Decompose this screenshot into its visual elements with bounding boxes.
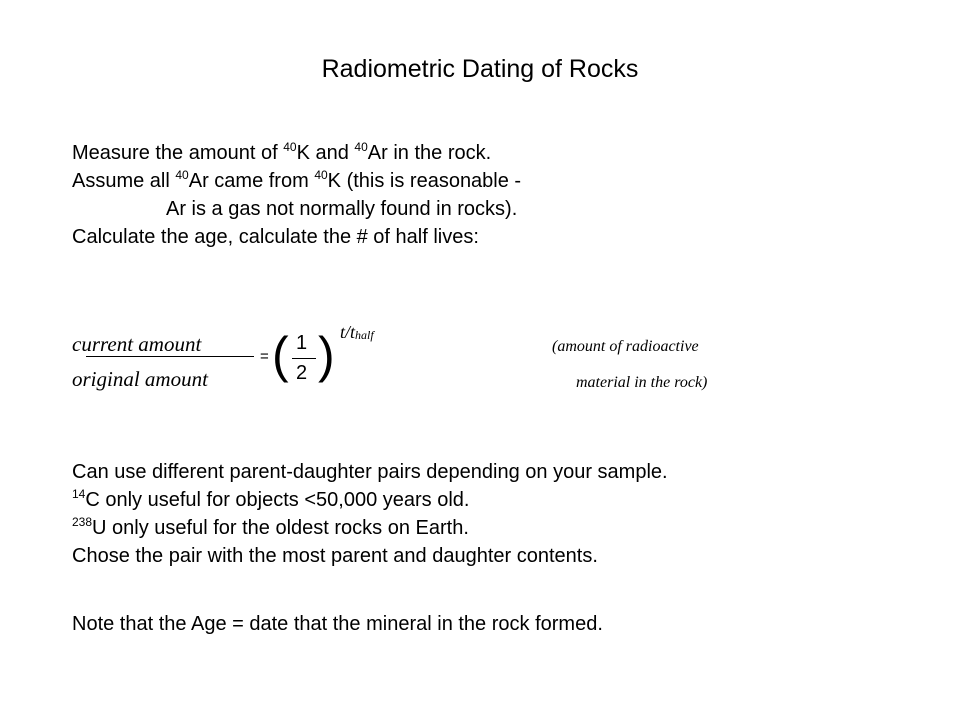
equation-denominator: original amount: [72, 367, 208, 391]
half-numerator: 1: [296, 332, 308, 354]
text-line-argon-gas: Ar is a gas not normally found in rocks).: [166, 198, 518, 220]
text-line-measure: Measure the amount of $^{40}$K and $^{40}$Ar in the rock.: [72, 140, 492, 164]
half-fraction-bar: [292, 358, 316, 359]
equals-sign: =: [260, 348, 269, 365]
text-line-parent-daughter: Can use different parent-daughter pairs depending on your sample.: [72, 461, 668, 483]
text-line-carbon: $^{14}$C only useful for objects <50,000 years old.: [72, 487, 470, 511]
open-parenthesis: (: [272, 327, 289, 383]
fraction-bar: [86, 356, 254, 357]
text-line-uranium: $^{238}$U only useful for the oldest rocks on Earth.: [72, 515, 469, 539]
text-line-choose-pair: Chose the pair with the most parent and daughter contents.: [72, 545, 598, 567]
equation-exponent: $t/t_{half}$: [340, 322, 374, 342]
equation-note-line-1: (amount of radioactive: [552, 338, 699, 355]
equation-numerator: current amount: [72, 332, 202, 356]
half-denominator: 2: [296, 362, 308, 384]
text-line-age-note: Note that the Age = date that the mineral in the rock formed.: [72, 613, 603, 635]
slide-title: Radiometric Dating of Rocks: [321, 55, 639, 83]
text-line-assume: Assume all $^{40}$Ar came from $^{40}$K (this is reasonable -: [72, 168, 522, 192]
text-line-calculate: Calculate the age, calculate the # of half lives:: [72, 226, 479, 248]
equation-note-line-2: material in the rock): [576, 374, 708, 391]
close-parenthesis: ): [318, 327, 335, 383]
